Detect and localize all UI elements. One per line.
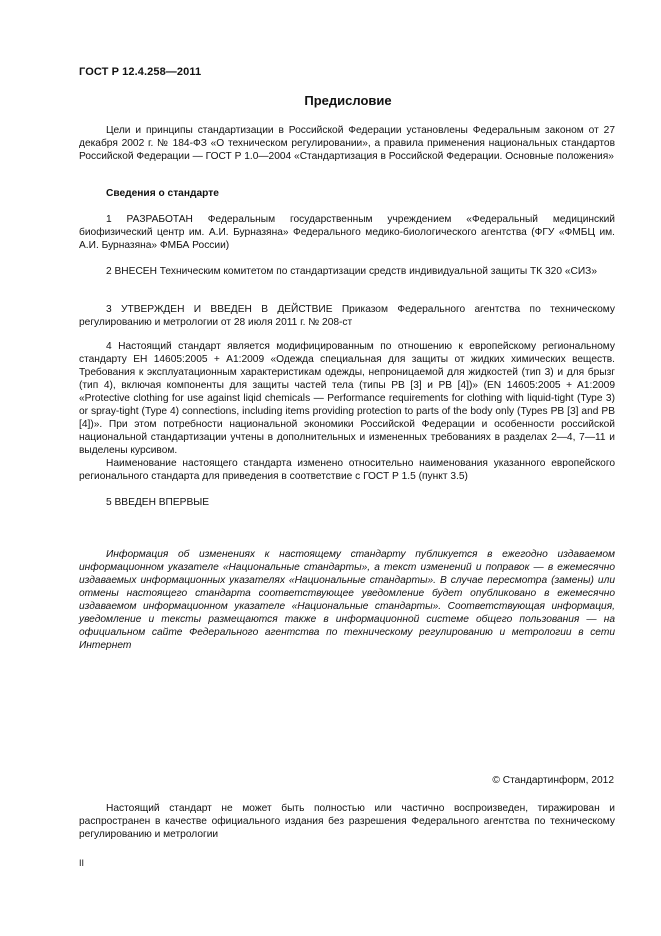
item-4-name-paragraph: Наименование настоящего стандарта изменено относительно наименования указанного европейского регионального стандарта для приведения в соответствие с ГОСТ Р 1.5 (пункт 3.5) bbox=[79, 458, 615, 482]
item-1-section bbox=[79, 213, 615, 252]
standard-info-heading: Сведения о стандарте bbox=[106, 188, 219, 199]
item-3-paragraph: 3 УТВЕРЖДЕН И ВВЕДЕН В ДЕЙСТВИЕ Приказом Федерального агентства по техническому регулированию и метрологии от 28 июля 2011 г. № 208-ст bbox=[79, 304, 615, 328]
item-1-paragraph: 1 РАЗРАБОТАН Федеральным государственным учреждением «Федеральный медицинский биофизический центр им. А.И. Бурназяна» Федерального медико-биологического агентства (ФГУ «ФМБЦ им. А.И. Бурназяна» ФМБА России) bbox=[79, 214, 615, 251]
rights-section bbox=[79, 802, 615, 841]
item-2-section bbox=[79, 265, 615, 278]
item-5-section bbox=[79, 496, 615, 509]
item-2-paragraph: 2 ВНЕСЕН Техническим комитетом по стандартизации средств индивидуальной защиты ТК 320 «СИЗ» bbox=[106, 266, 598, 277]
intro-section bbox=[79, 124, 615, 163]
page-number: II bbox=[79, 858, 85, 868]
item-4-paragraph: 4 Настоящий стандарт является модифицированным по отношению к европейскому региональному стандарту ЕН 14605:2005 + А1:2009 «Одежда специальная для защиты от жидких химических веществ. Требования к эксплуатационным характеристикам одежды, непроницаемой для жидкостей (тип 3) и для брызг (тип 4), включая компоненты для защиты частей тела (типы РВ [3] и РВ [4])» (EN 14605:2005 + A1:2009 «Protective clothing for use against liqid chemicals — Performance requirements for clothing with liquid-tight (Type 3) or spray-tight (Type 4) connections, including items providing protection to parts of the body only (Types PB [3] and PB [4])». При этом потребности национальной экономики Российской Федерации и особенности российской национальной стандартизации учтены в дополнительных и измененных требованиях в разделах 2—4, 7—11 и выделены курсивом. bbox=[79, 341, 615, 456]
item-3-section bbox=[79, 303, 615, 329]
standard-code-header: ГОСТ Р 12.4.258—2011 bbox=[79, 66, 202, 78]
page-title bbox=[0, 93, 661, 108]
intro-paragraph: Цели и принципы стандартизации в Российской Федерации установлены Федеральным законом от 27 декабря 2002 г. № 184-ФЗ «О техническом регулировании», а правила применения национальных стандартов Российской Федерации — ГОСТ Р 1.0—2004 «Стандартизация в Российской Федерации. Основные положения» bbox=[79, 125, 615, 162]
change-notice-paragraph: Информация об изменениях к настоящему стандарту публикуется в ежегодно издаваемом информационном указателе «Национальные стандарты», а текст изменений и поправок — в ежемесячно издаваемых информационных указателях «Национальные стандарты». В случае пересмотра (замены) или отмены настоящего стандарта соответствующее уведомление будет опубликовано в ежемесячно издаваемом информационном указателе «Национальные стандарты». Соответствующая информация, уведомление и тексты размещаются также в информационной системе общего пользования — на официальном сайте Федерального агентства по техническому регулированию и метрологии в сети Интернет bbox=[79, 549, 615, 651]
copyright-line: © Стандартинформ, 2012 bbox=[492, 775, 614, 786]
rights-paragraph: Настоящий стандарт не может быть полностью или частично воспроизведен, тиражирован и распространен в качестве официального издания без разрешения Федерального агентства по техническому регулированию и метрологии bbox=[79, 803, 615, 840]
item-5-paragraph: 5 ВВЕДЕН ВПЕРВЫЕ bbox=[106, 497, 210, 508]
page-title-text: Предисловие bbox=[304, 93, 392, 108]
item-4-section bbox=[79, 340, 615, 483]
change-notice-section bbox=[79, 548, 615, 652]
subheading-section bbox=[79, 187, 615, 200]
